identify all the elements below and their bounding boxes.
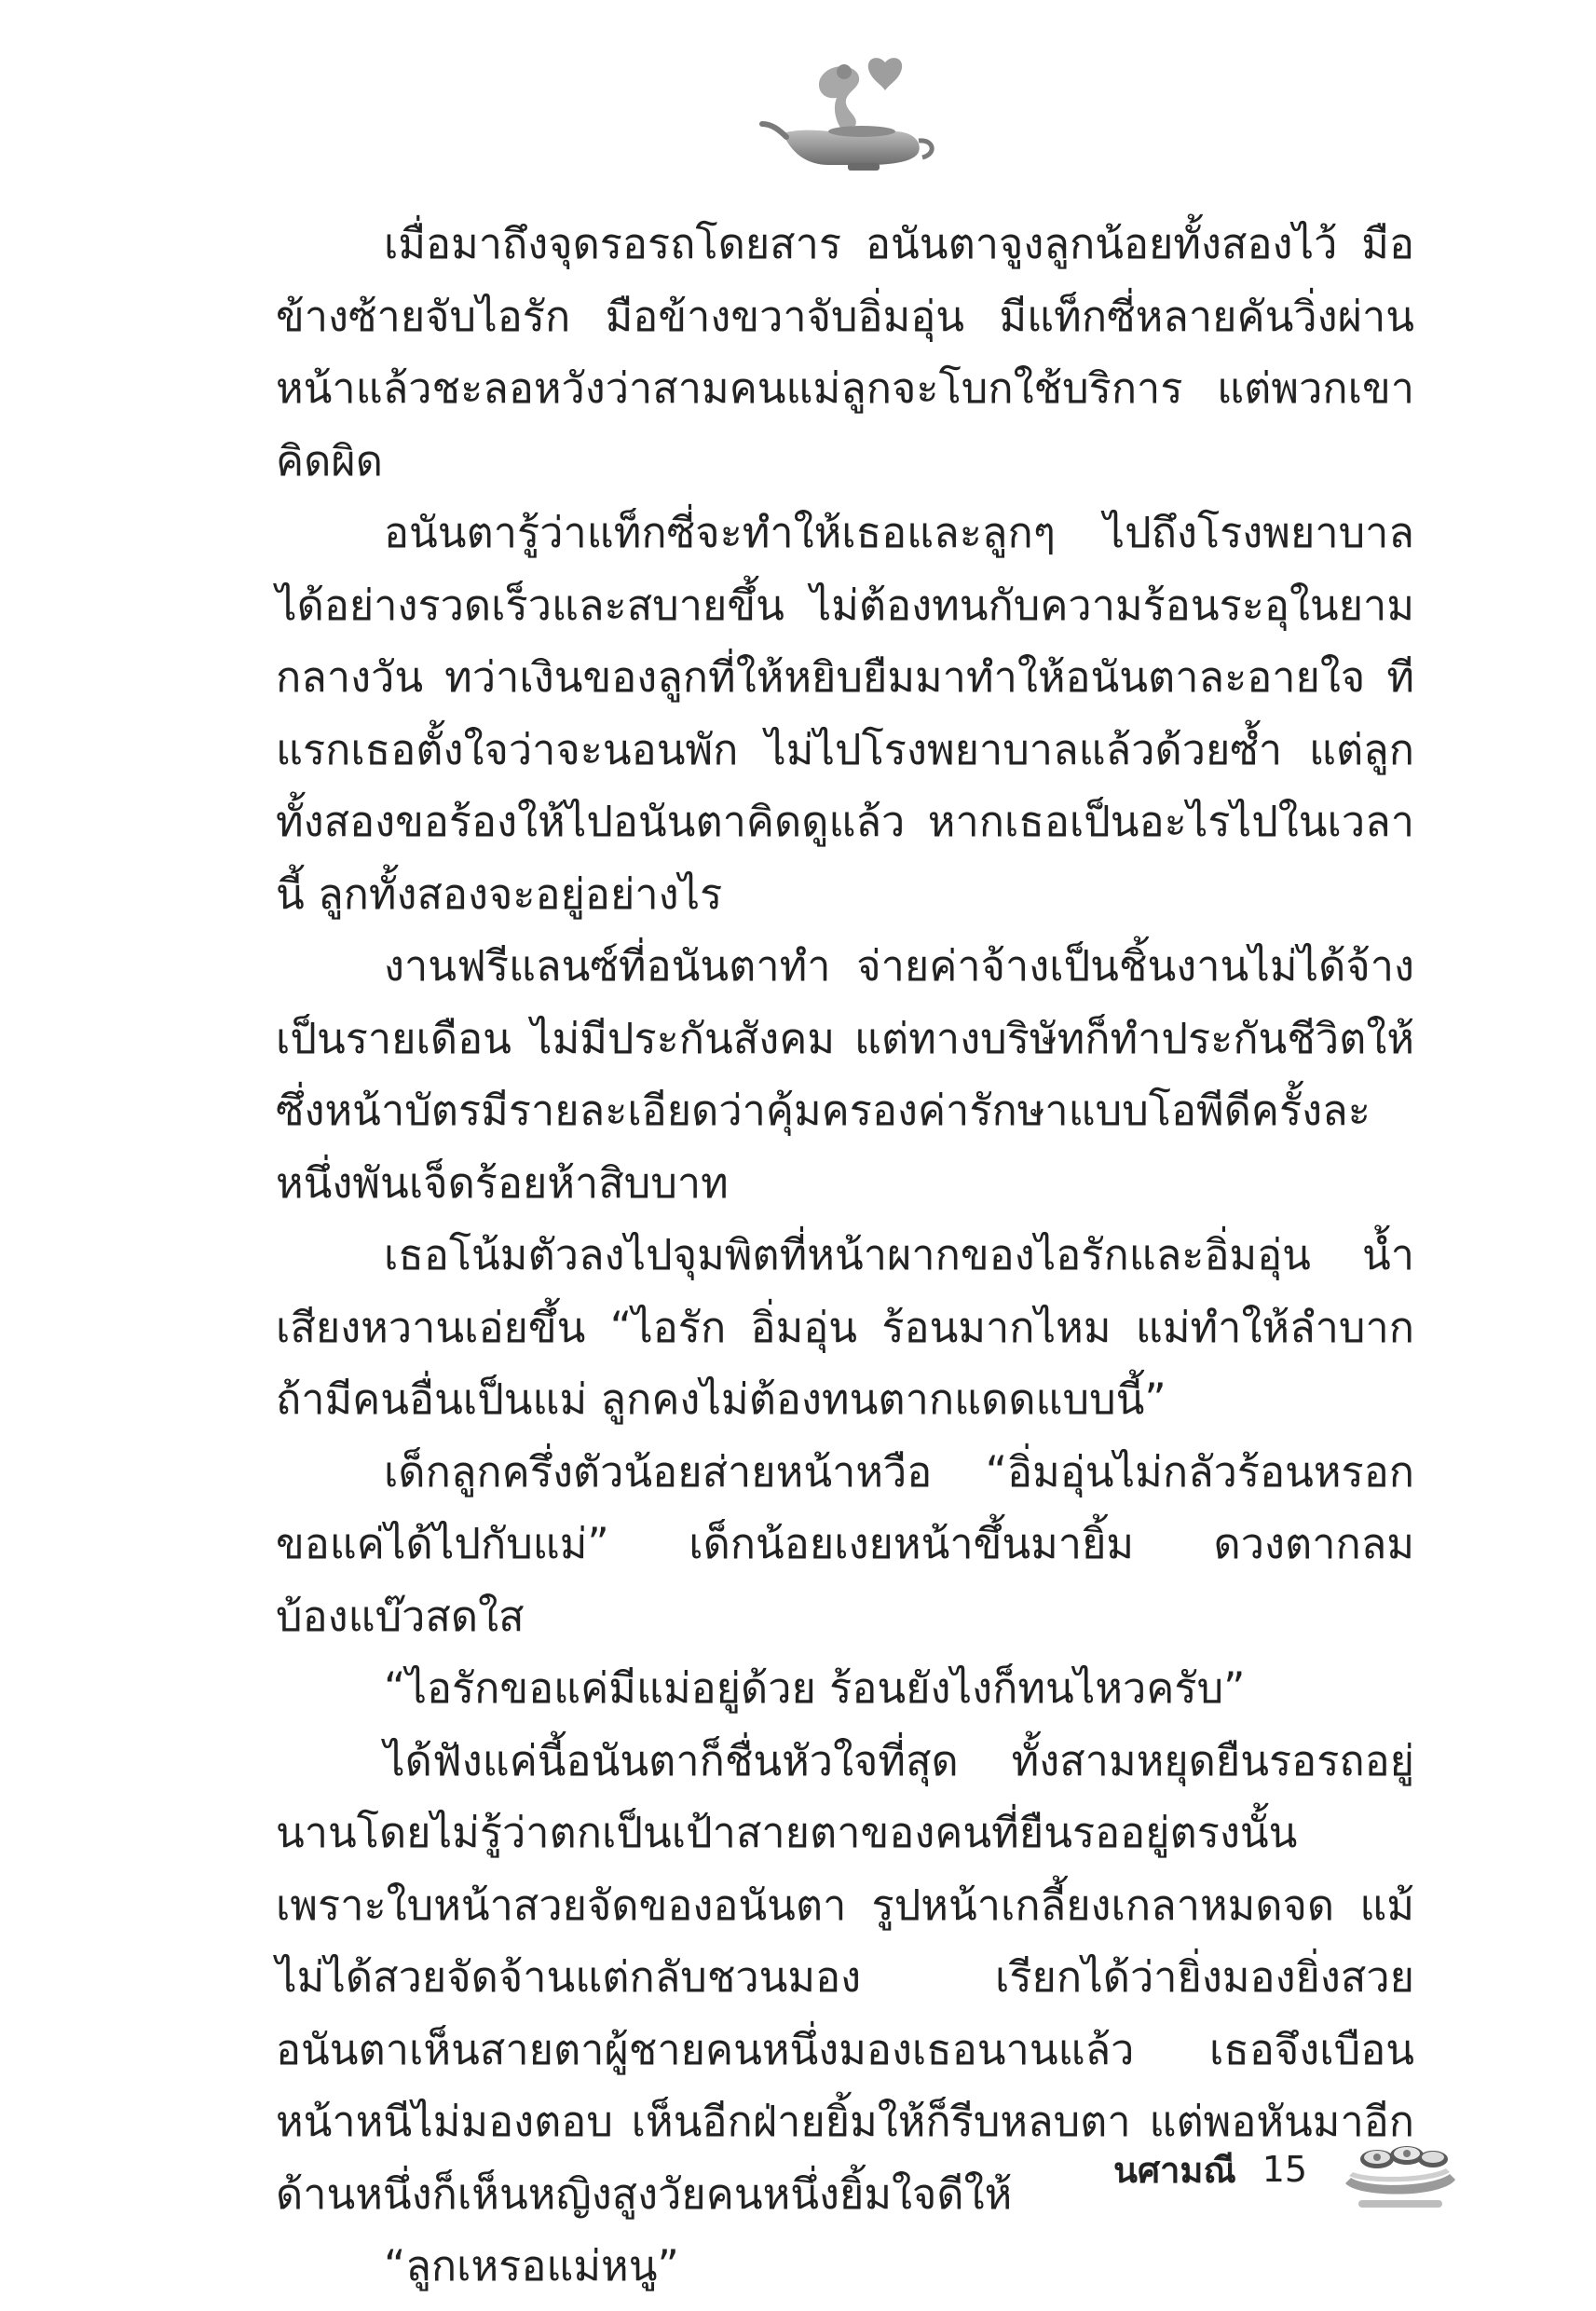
paragraph: ได้ฟังแค่นี้อนันตาก็ชื่นหัวใจที่สุด ทั้งสามหยุดยืนรอรถอยู่นานโดยไม่รู้ว่าตกเป็นเป้าสายตาของคนที่ยืนรออยู่ตรงนั้น เพราะใบหน้าสวยจัดของอนันตา รูปหน้าเกลี้ยงเกลาหมดจด แม้ไม่ได้สวยจัดจ้านแต่กลับชวนมอง เรียกได้ว่ายิ่งมองยิ่งสวย อนันตาเห็นสายตาผู้ชายคนหนึ่งมองเธอนานแล้ว เธอจึงเบือนหน้าหนีไม่มองตอบ เห็นอีกฝ่ายยิ้มให้ก็รีบหลบตา แต่พอหันมาอีกด้านหนึ่งก็เห็นหญิงสูงวัยคนหนึ่งยิ้มใจดีให้ xyxy=(276,1735,1414,2219)
page-number: 15 xyxy=(1262,2149,1308,2190)
paragraph: งานฟรีแลนซ์ที่อนันตาทำ จ่ายค่าจ้างเป็นชิ้นงานไม่ได้จ้างเป็นรายเดือน ไม่มีประกันสังคม แต่ทางบริษัทก็ทำประกันชีวิตให้ ซึ่งหน้าบัตรมีรายละเอียดว่าคุ้มครองค่ารักษาแบบโอพีดีครั้งละหนึ่งพันเจ็ดร้อยห้าสิบบาท xyxy=(276,941,1414,1208)
footer-author: นศามณี xyxy=(1113,2149,1236,2191)
page-footer xyxy=(1113,2141,1307,2197)
paragraph: เธอโน้มตัวลงไปจุมพิตที่หน้าผากของไอรักและอิ่มอุ่น น้ำเสียงหวานเอ่ยขึ้น “ไอรัก อิ่มอุ่น ร้อนมากไหม แม่ทำให้ลำบาก ถ้ามีคนอื่นเป็นแม่ ลูกคงไม่ต้องทนตากแดดแบบนี้” xyxy=(276,1230,1414,1424)
paragraph: อนันตารู้ว่าแท็กซี่จะทำให้เธอและลูกๆ ไปถึงโรงพยาบาลได้อย่างรวดเร็วและสบายขึ้น ไม่ต้องทนกับความร้อนระอุในยามกลางวัน ทว่าเงินของลูกที่ให้หยิบยืมมาทำให้อนันตาละอายใจ ทีแรกเธอตั้งใจว่าจะนอนพัก ไม่ไปโรงพยาบาลแล้วด้วยซ้ำ แต่ลูกทั้งสองขอร้องให้ไปอนันตาคิดดูแล้ว หากเธอเป็นอะไรไปในเวลานี้ ลูกทั้งสองจะอยู่อย่างไร xyxy=(276,508,1414,919)
body-text xyxy=(276,208,1414,2303)
paragraph: “ลูกเหรอแม่หนู” xyxy=(384,2241,679,2290)
genie-lamp-icon xyxy=(755,51,941,172)
paragraph: “ไอรักขอแค่มีแม่อยู่ด้วย ร้อนยังไงก็ทนไหวครับ” xyxy=(384,1663,1246,1713)
sushi-plate-icon xyxy=(1340,2129,1461,2213)
paragraph: เมื่อมาถึงจุดรอรถโดยสาร อนันตาจูงลูกน้อยทั้งสองไว้ มือข้างซ้ายจับไอรัก มือข้างขวาจับอิ่มอุ่น มีแท็กซี่หลายคันวิ่งผ่านหน้าแล้วชะลอหวังว่าสามคนแม่ลูกจะโบกใช้บริการ แต่พวกเขาคิดผิด xyxy=(276,219,1414,485)
paragraph: เด็กลูกครึ่งตัวน้อยส่ายหน้าหวือ “อิ่มอุ่นไม่กลัวร้อนหรอก ขอแค่ได้ไปกับแม่” เด็กน้อยเงยหน้าขึ้นมายิ้ม ดวงตากลมบ้องแบ๊วสดใส xyxy=(276,1446,1414,1641)
